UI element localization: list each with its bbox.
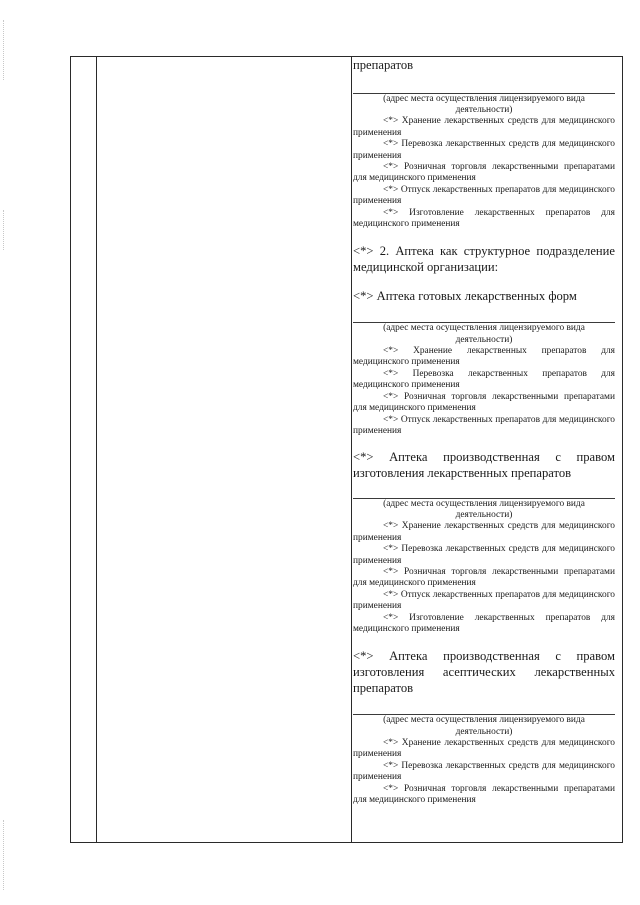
activity-column [353, 58, 615, 806]
list-item: <*> Розничная торговля лекарственными препаратами для медицинского применения [353, 162, 615, 184]
list-item: <*> Хранение лекарственных средств для медицинского применения [353, 737, 615, 760]
list-item: <*> Розничная торговля лекарственными препаратами для медицинского применения [353, 566, 615, 589]
address-caption: (адрес места осуществления лицензируемого вида деятельности) [383, 498, 585, 520]
scan-edge-mark [3, 20, 6, 80]
section-heading: <*> Аптека производственная с правом изготовления лекарственных препаратов [353, 450, 615, 480]
list-item: <*> Розничная торговля лекарственными препаратами для медицинского применения [353, 391, 615, 414]
scan-edge-mark [3, 820, 6, 890]
list-item: <*> Перевозка лекарственных средств для медицинского применения [353, 760, 615, 783]
list-item: <*> Перевозка лекарственных средств для медицинского применения [353, 139, 615, 161]
table-column-divider [351, 57, 352, 842]
list-item: <*> Отпуск лекарственных препаратов для медицинского применения [353, 414, 615, 436]
address-caption: (адрес места осуществления лицензируемого вида деятельности) [383, 323, 585, 345]
list-item: <*> Отпуск лекарственных препаратов для медицинского применения [353, 184, 615, 207]
top-text: препаратов [353, 58, 414, 72]
list-item: <*> Перевозка лекарственных препаратов для медицинского применения [353, 368, 615, 391]
table-column-divider [96, 57, 97, 842]
address-caption: (адрес места осуществления лицензируемого вида деятельности) [383, 715, 585, 737]
list-item: <*> Хранение лекарственных средств для медицинского применения [353, 521, 615, 543]
scan-edge-mark [3, 210, 6, 250]
list-item: <*> Перевозка лекарственных средств для медицинского применения [353, 544, 615, 566]
section-heading: <*> 2. Аптека как структурное подразделение медицинской организации: [353, 244, 615, 275]
section-heading: <*> Аптека готовых лекарственных форм [353, 288, 577, 303]
list-item: <*> Изготовление лекарственных препаратов для медицинского применения [353, 612, 615, 634]
list-item: <*> Изготовление лекарственных препаратов для медицинского применения [353, 207, 615, 230]
address-caption: (адрес места осуществления лицензируемого вида деятельности) [383, 93, 585, 115]
list-item: <*> Хранение лекарственных средств для медицинского применения [353, 116, 615, 138]
list-item: <*> Хранение лекарственных препаратов для медицинского применения [353, 346, 615, 368]
section-heading: <*> Аптека производственная с правом изготовления асептических лекарственных препаратов [353, 649, 615, 695]
list-item: <*> Отпуск лекарственных препаратов для медицинского применения [353, 589, 615, 612]
list-item: <*> Розничная торговля лекарственными препаратами для медицинского применения [353, 783, 615, 805]
